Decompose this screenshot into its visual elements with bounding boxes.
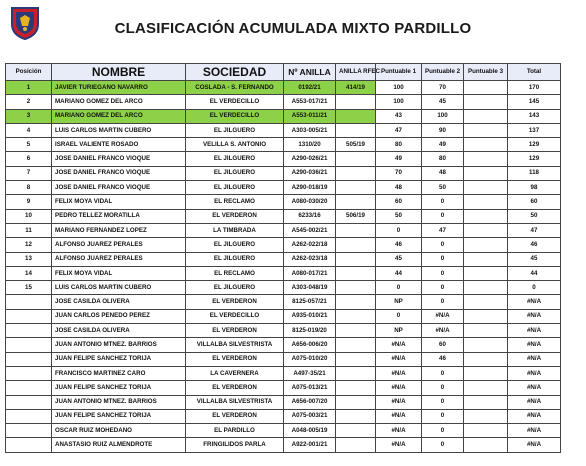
header-anilla-rfec: ANILLA RFEC (336, 64, 376, 81)
cell-total: #N/A (508, 309, 561, 323)
cell-total: 145 (508, 95, 561, 109)
cell-puntuable-1: 80 (376, 138, 422, 152)
header-sociedad: SOCIEDAD (186, 64, 284, 81)
cell-anilla: 0192/21 (284, 81, 336, 95)
cell-sociedad: VELILLA S. ANTONIO (186, 138, 284, 152)
cell-sociedad: EL VERDECILLO (186, 95, 284, 109)
cell-anilla-rfec (336, 238, 376, 252)
cell-posicion (6, 324, 52, 338)
cell-puntuable-3 (464, 209, 508, 223)
cell-anilla: A048-005/19 (284, 424, 336, 438)
cell-anilla: A262-023/18 (284, 252, 336, 266)
cell-nombre: JOSE CASILDA OLIVERA (52, 324, 186, 338)
table-row (6, 195, 561, 209)
cell-sociedad: COSLADA - S. FERNANDO (186, 81, 284, 95)
cell-posicion (6, 409, 52, 423)
cell-anilla-rfec: 414/19 (336, 81, 376, 95)
cell-anilla: A303-005/21 (284, 123, 336, 137)
header-puntuable-1: Puntuable 1 (376, 64, 422, 81)
cell-puntuable-3 (464, 366, 508, 380)
table-row (6, 123, 561, 137)
cell-total: #N/A (508, 338, 561, 352)
cell-total: #N/A (508, 424, 561, 438)
cell-posicion: 1 (6, 81, 52, 95)
cell-puntuable-2: 0 (422, 295, 464, 309)
cell-nombre: JUAN ANTONIO MTNEZ. BARRIOS (52, 338, 186, 352)
cell-sociedad: LA CAVERNERA (186, 366, 284, 380)
cell-anilla: A656-007/20 (284, 395, 336, 409)
cell-puntuable-1: #N/A (376, 409, 422, 423)
cell-puntuable-3 (464, 138, 508, 152)
cell-total: 45 (508, 252, 561, 266)
cell-total: #N/A (508, 295, 561, 309)
header-nombre: NOMBRE (52, 64, 186, 81)
cell-puntuable-3 (464, 324, 508, 338)
cell-anilla-rfec (336, 366, 376, 380)
cell-sociedad: EL VERDECILLO (186, 109, 284, 123)
cell-nombre: OSCAR RUIZ MOHEDANO (52, 424, 186, 438)
cell-posicion (6, 438, 52, 452)
header-posicion: Posición (6, 64, 52, 81)
table-row (6, 438, 561, 452)
cell-anilla-rfec (336, 438, 376, 452)
table-row (6, 309, 561, 323)
table-row (6, 338, 561, 352)
cell-sociedad: EL VERDERON (186, 295, 284, 309)
cell-anilla: A080-017/21 (284, 266, 336, 280)
cell-puntuable-2: 0 (422, 438, 464, 452)
table-row (6, 324, 561, 338)
cell-nombre: JUAN CARLOS PENEDO PEREZ (52, 309, 186, 323)
cell-puntuable-3 (464, 152, 508, 166)
page-title: CLASIFICACIÓN ACUMULADA MIXTO PARDILLO (114, 20, 472, 37)
cell-sociedad: EL VERDERON (186, 324, 284, 338)
cell-puntuable-2: 0 (422, 366, 464, 380)
cell-anilla-rfec (336, 381, 376, 395)
cell-anilla: A262-022/18 (284, 238, 336, 252)
cell-puntuable-2: 0 (422, 209, 464, 223)
cell-puntuable-1: #N/A (376, 366, 422, 380)
cell-posicion (6, 424, 52, 438)
cell-puntuable-2: 49 (422, 138, 464, 152)
cell-total: 47 (508, 223, 561, 237)
cell-total: #N/A (508, 438, 561, 452)
cell-total: #N/A (508, 366, 561, 380)
cell-puntuable-2: 50 (422, 181, 464, 195)
cell-puntuable-1: 0 (376, 223, 422, 237)
cell-anilla-rfec (336, 195, 376, 209)
table-row (6, 352, 561, 366)
cell-puntuable-2: 0 (422, 195, 464, 209)
cell-puntuable-3 (464, 338, 508, 352)
cell-anilla: A080-030/20 (284, 195, 336, 209)
cell-nombre: JOSE DANIEL FRANCO VIOQUE (52, 152, 186, 166)
cell-total: 44 (508, 266, 561, 280)
table-row (6, 152, 561, 166)
cell-sociedad: EL JILGUERO (186, 238, 284, 252)
cell-sociedad: EL JILGUERO (186, 281, 284, 295)
cell-anilla-rfec (336, 352, 376, 366)
cell-total: #N/A (508, 409, 561, 423)
cell-nombre: MARIANO GOMEZ DEL ARCO (52, 109, 186, 123)
cell-anilla: A545-002/21 (284, 223, 336, 237)
cell-total: 0 (508, 281, 561, 295)
table-row (6, 409, 561, 423)
header-puntuable-3: Puntuable 3 (464, 64, 508, 81)
cell-puntuable-2: 90 (422, 123, 464, 137)
cell-nombre: JOSE DANIEL FRANCO VIOQUE (52, 181, 186, 195)
cell-sociedad: EL RECLAMO (186, 266, 284, 280)
cell-anilla: A553-017/21 (284, 95, 336, 109)
cell-anilla-rfec (336, 95, 376, 109)
cell-posicion: 13 (6, 252, 52, 266)
table-row (6, 138, 561, 152)
cell-anilla-rfec (336, 252, 376, 266)
cell-puntuable-2: 60 (422, 338, 464, 352)
cell-puntuable-2: 0 (422, 266, 464, 280)
cell-anilla: A290-026/21 (284, 152, 336, 166)
table-row (6, 223, 561, 237)
cell-puntuable-3 (464, 424, 508, 438)
cell-total: #N/A (508, 352, 561, 366)
cell-nombre: JUAN FELIPE SANCHEZ TORIJA (52, 352, 186, 366)
cell-sociedad: EL VERDECILLO (186, 309, 284, 323)
cell-posicion: 11 (6, 223, 52, 237)
cell-posicion (6, 366, 52, 380)
cell-sociedad: EL VERDERON (186, 352, 284, 366)
cell-posicion: 7 (6, 166, 52, 180)
cell-puntuable-3 (464, 266, 508, 280)
cell-total: 118 (508, 166, 561, 180)
cell-posicion: 15 (6, 281, 52, 295)
cell-anilla-rfec (336, 338, 376, 352)
cell-puntuable-3 (464, 238, 508, 252)
cell-puntuable-3 (464, 95, 508, 109)
cell-nombre: FRANCISCO MARTINEZ CARO (52, 366, 186, 380)
cell-puntuable-2: 0 (422, 381, 464, 395)
cell-nombre: JUAN ANTONIO MTNEZ. BARRIOS (52, 395, 186, 409)
table-row (6, 95, 561, 109)
cell-anilla-rfec: 506/19 (336, 209, 376, 223)
cell-anilla: 8125-019/20 (284, 324, 336, 338)
cell-sociedad: EL JILGUERO (186, 166, 284, 180)
cell-puntuable-1: 100 (376, 95, 422, 109)
cell-posicion: 14 (6, 266, 52, 280)
cell-puntuable-3 (464, 295, 508, 309)
cell-puntuable-2: 0 (422, 395, 464, 409)
cell-nombre: JUAN FELIPE SANCHEZ TORIJA (52, 409, 186, 423)
cell-puntuable-1: 60 (376, 195, 422, 209)
cell-sociedad: VILLALBA SILVESTRISTA (186, 338, 284, 352)
classification-table (5, 63, 561, 453)
cell-anilla-rfec (336, 395, 376, 409)
cell-anilla: 8125-057/21 (284, 295, 336, 309)
cell-puntuable-2: 0 (422, 252, 464, 266)
header-total: Total (508, 64, 561, 81)
cell-nombre: LUIS CARLOS MARTIN CUBERO (52, 123, 186, 137)
cell-anilla: A497-35/21 (284, 366, 336, 380)
cell-puntuable-2: 47 (422, 223, 464, 237)
table-row (6, 252, 561, 266)
cell-puntuable-1: 70 (376, 166, 422, 180)
cell-anilla: A290-036/21 (284, 166, 336, 180)
cell-puntuable-2: 0 (422, 409, 464, 423)
cell-anilla-rfec (336, 109, 376, 123)
cell-puntuable-2: #N/A (422, 309, 464, 323)
cell-nombre: LUIS CARLOS MARTIN CUBERO (52, 281, 186, 295)
table-row (6, 109, 561, 123)
cell-anilla-rfec (336, 295, 376, 309)
cell-anilla-rfec (336, 409, 376, 423)
cell-sociedad: EL VERDERON (186, 209, 284, 223)
cell-anilla: A922-001/21 (284, 438, 336, 452)
cell-total: #N/A (508, 324, 561, 338)
cell-sociedad: VILLALBA SILVESTRISTA (186, 395, 284, 409)
cell-anilla: 1310/20 (284, 138, 336, 152)
cell-total: 137 (508, 123, 561, 137)
table-row (6, 238, 561, 252)
cell-anilla-rfec (336, 181, 376, 195)
table-row (6, 295, 561, 309)
table-row (6, 395, 561, 409)
cell-nombre: FELIX MOYA VIDAL (52, 266, 186, 280)
cell-posicion (6, 309, 52, 323)
cell-puntuable-3 (464, 409, 508, 423)
cell-anilla: 6233/16 (284, 209, 336, 223)
cell-sociedad: EL RECLAMO (186, 195, 284, 209)
table-row (6, 209, 561, 223)
cell-anilla-rfec (336, 123, 376, 137)
cell-posicion: 8 (6, 181, 52, 195)
cell-puntuable-1: #N/A (376, 381, 422, 395)
cell-puntuable-1: 45 (376, 252, 422, 266)
cell-nombre: JUAN FELIPE SANCHEZ TORIJA (52, 381, 186, 395)
table-row (6, 166, 561, 180)
table-row (6, 381, 561, 395)
cell-total: 129 (508, 152, 561, 166)
cell-puntuable-1: #N/A (376, 338, 422, 352)
cell-puntuable-2: 100 (422, 109, 464, 123)
cell-nombre: JAVIER TURIEGANO NAVARRO (52, 81, 186, 95)
cell-puntuable-1: NP (376, 295, 422, 309)
cell-nombre: ISRAEL VALIENTE ROSADO (52, 138, 186, 152)
cell-puntuable-3 (464, 195, 508, 209)
cell-nombre: MARIANO GOMEZ DEL ARCO (52, 95, 186, 109)
cell-total: 170 (508, 81, 561, 95)
cell-puntuable-2: 45 (422, 95, 464, 109)
cell-anilla-rfec (336, 223, 376, 237)
cell-puntuable-3 (464, 223, 508, 237)
cell-puntuable-1: NP (376, 324, 422, 338)
cell-puntuable-2: 46 (422, 352, 464, 366)
cell-total: 46 (508, 238, 561, 252)
cell-puntuable-1: 46 (376, 238, 422, 252)
cell-anilla: A075-003/21 (284, 409, 336, 423)
cell-anilla-rfec (336, 309, 376, 323)
cell-puntuable-1: 43 (376, 109, 422, 123)
table-header-row (6, 64, 561, 81)
cell-puntuable-2: 0 (422, 424, 464, 438)
cell-total: #N/A (508, 381, 561, 395)
cell-nombre: PEDRO TELLEZ MORATILLA (52, 209, 186, 223)
cell-puntuable-2: #N/A (422, 324, 464, 338)
cell-puntuable-3 (464, 81, 508, 95)
cell-posicion (6, 395, 52, 409)
cell-puntuable-1: 44 (376, 266, 422, 280)
cell-sociedad: LA TIMBRADA (186, 223, 284, 237)
cell-sociedad: EL VERDERON (186, 381, 284, 395)
cell-puntuable-1: 0 (376, 309, 422, 323)
cell-sociedad: EL JILGUERO (186, 152, 284, 166)
cell-puntuable-1: 100 (376, 81, 422, 95)
cell-total: 60 (508, 195, 561, 209)
cell-posicion: 2 (6, 95, 52, 109)
cell-sociedad: FRINGILIDOS PARLA (186, 438, 284, 452)
cell-puntuable-3 (464, 381, 508, 395)
cell-posicion: 5 (6, 138, 52, 152)
cell-puntuable-3 (464, 166, 508, 180)
cell-puntuable-1: 47 (376, 123, 422, 137)
cell-puntuable-3 (464, 281, 508, 295)
cell-puntuable-1: #N/A (376, 424, 422, 438)
header-puntuable-2: Puntuable 2 (422, 64, 464, 81)
table-row (6, 366, 561, 380)
cell-sociedad: EL JILGUERO (186, 252, 284, 266)
cell-posicion (6, 338, 52, 352)
cell-posicion (6, 352, 52, 366)
cell-puntuable-1: #N/A (376, 352, 422, 366)
cell-anilla-rfec (336, 324, 376, 338)
cell-sociedad: EL JILGUERO (186, 123, 284, 137)
cell-anilla-rfec (336, 281, 376, 295)
table-row (6, 181, 561, 195)
cell-total: 98 (508, 181, 561, 195)
cell-anilla-rfec (336, 266, 376, 280)
cell-anilla: A656-006/20 (284, 338, 336, 352)
table-row (6, 424, 561, 438)
cell-puntuable-2: 0 (422, 238, 464, 252)
cell-puntuable-1: #N/A (376, 395, 422, 409)
cell-anilla: A303-048/19 (284, 281, 336, 295)
cell-sociedad: EL VERDERON (186, 409, 284, 423)
cell-anilla: A075-010/20 (284, 352, 336, 366)
cell-posicion: 6 (6, 152, 52, 166)
cell-puntuable-3 (464, 252, 508, 266)
cell-posicion: 12 (6, 238, 52, 252)
cell-anilla: A935-010/21 (284, 309, 336, 323)
cell-nombre: ANASTASIO RUIZ ALMENDROTE (52, 438, 186, 452)
cell-anilla: A075-013/21 (284, 381, 336, 395)
cell-anilla-rfec: 505/19 (336, 138, 376, 152)
cell-sociedad: EL PARDILLO (186, 424, 284, 438)
table-row (6, 266, 561, 280)
cell-posicion: 10 (6, 209, 52, 223)
cell-nombre: JOSE CASILDA OLIVERA (52, 295, 186, 309)
cell-total: 129 (508, 138, 561, 152)
cell-puntuable-2: 48 (422, 166, 464, 180)
table-row (6, 281, 561, 295)
cell-total: 143 (508, 109, 561, 123)
cell-nombre: JOSE DANIEL FRANCO VIOQUE (52, 166, 186, 180)
table-row (6, 81, 561, 95)
cell-total: 50 (508, 209, 561, 223)
cell-anilla-rfec (336, 424, 376, 438)
cell-puntuable-3 (464, 123, 508, 137)
cell-puntuable-3 (464, 438, 508, 452)
cell-puntuable-1: 50 (376, 209, 422, 223)
cell-posicion: 9 (6, 195, 52, 209)
cell-puntuable-3 (464, 109, 508, 123)
cell-anilla-rfec (336, 166, 376, 180)
cell-nombre: ALFONSO JUAREZ PERALES (52, 252, 186, 266)
cell-puntuable-3 (464, 181, 508, 195)
cell-puntuable-1: 48 (376, 181, 422, 195)
cell-puntuable-3 (464, 309, 508, 323)
cell-posicion (6, 295, 52, 309)
cell-total: #N/A (508, 395, 561, 409)
cell-nombre: MARIANO FERNANDEZ LOPEZ (52, 223, 186, 237)
cell-anilla-rfec (336, 152, 376, 166)
cell-puntuable-3 (464, 395, 508, 409)
cell-nombre: ALFONSO JUAREZ PERALES (52, 238, 186, 252)
header-anilla: Nº ANILLA (284, 64, 336, 81)
cell-puntuable-2: 0 (422, 281, 464, 295)
cell-posicion: 4 (6, 123, 52, 137)
cell-anilla: A290-018/19 (284, 181, 336, 195)
cell-posicion: 3 (6, 109, 52, 123)
cell-nombre: FELIX MOYA VIDAL (52, 195, 186, 209)
cell-puntuable-2: 70 (422, 81, 464, 95)
cell-posicion (6, 381, 52, 395)
cell-puntuable-1: 0 (376, 281, 422, 295)
cell-puntuable-1: 49 (376, 152, 422, 166)
cell-sociedad: EL JILGUERO (186, 181, 284, 195)
cell-anilla: A553-011/21 (284, 109, 336, 123)
cell-puntuable-1: #N/A (376, 438, 422, 452)
cell-puntuable-2: 80 (422, 152, 464, 166)
cell-puntuable-3 (464, 352, 508, 366)
